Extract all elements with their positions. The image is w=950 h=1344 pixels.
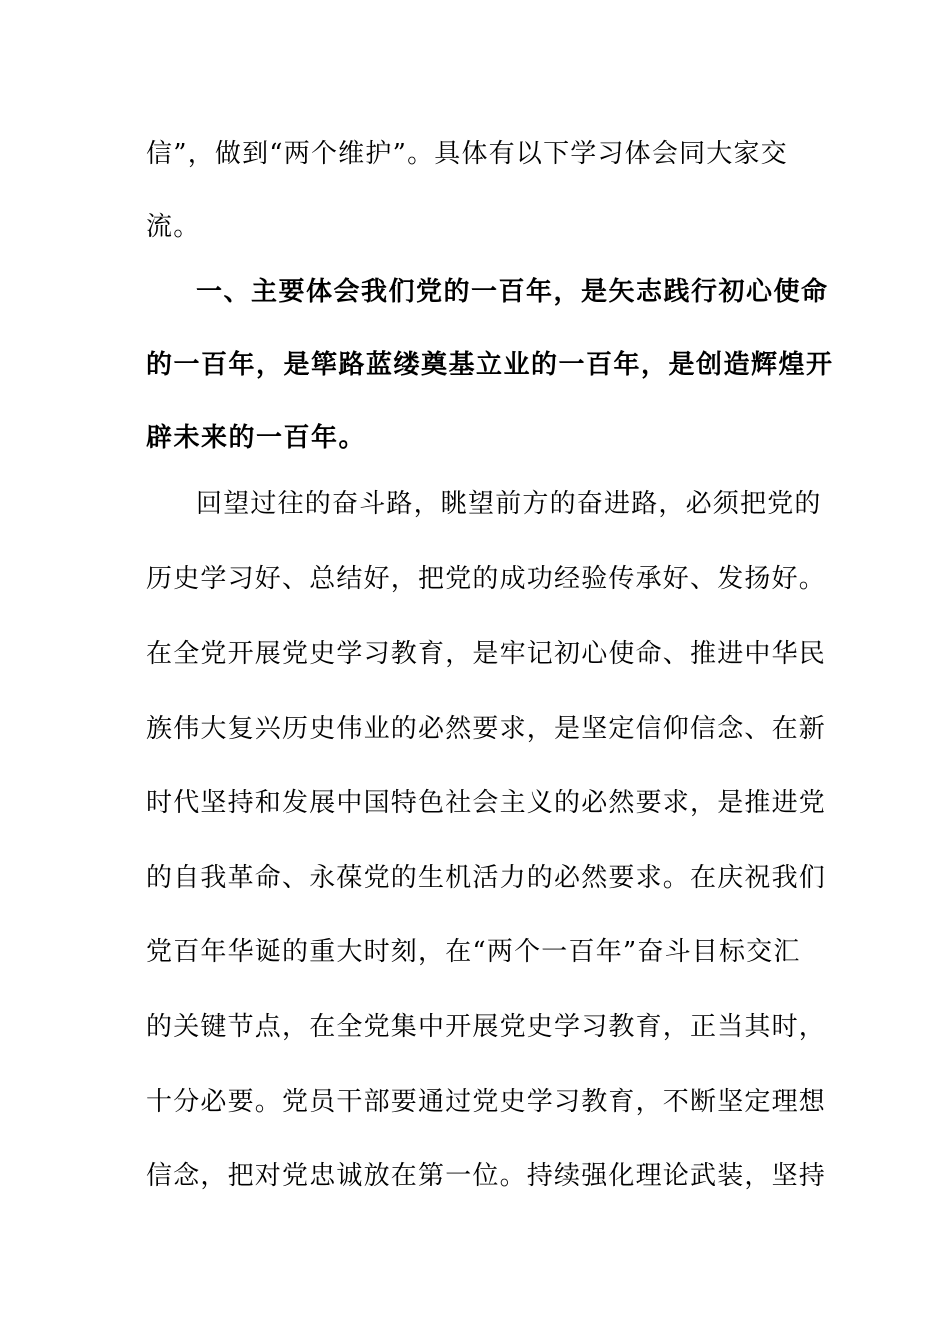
paragraph-line: 信念，把对党忠诚放在第一位。持续强化理论武装，坚持 — [146, 1161, 827, 1191]
paragraph-line: 在全党开展党史学习教育，是牢记初心使命、推进中华民 — [146, 639, 827, 669]
paragraph-line: 族伟大复兴历史伟业的必然要求，是坚定信仰信念、在新 — [146, 714, 827, 744]
paragraph-line: 时代坚持和发展中国特色社会主义的必然要求，是推进党 — [146, 788, 827, 818]
paragraph-line: 历史学习好、总结好，把党的成功经验传承好、发扬好。 — [146, 564, 827, 594]
section-heading-line: 辟未来的一百年。 — [146, 423, 367, 453]
section-heading-line: 的一百年，是筚路蓝缕奠基立业的一百年，是创造辉煌开 — [146, 350, 834, 380]
paragraph-line: 十分必要。党员干部要通过党史学习教育，不断坚定理想 — [146, 1087, 827, 1117]
paragraph-line: 回望过往的奋斗路，眺望前方的奋进路，必须把党的 — [196, 489, 822, 519]
paragraph-line: 党百年华诞的重大时刻，在“两个一百年”奋斗目标交汇 — [146, 937, 801, 967]
section-heading-line: 一、主要体会我们党的一百年，是矢志践行初心使命 — [196, 277, 829, 307]
paragraph-line: 信”，做到“两个维护”。具体有以下学习体会同大家交 — [146, 139, 788, 169]
paragraph-line: 流。 — [146, 212, 201, 242]
paragraph-line: 的关键节点，在全党集中开展党史学习教育，正当其时， — [146, 1012, 827, 1042]
paragraph-line: 的自我革命、永葆党的生机活力的必然要求。在庆祝我们 — [146, 863, 827, 893]
